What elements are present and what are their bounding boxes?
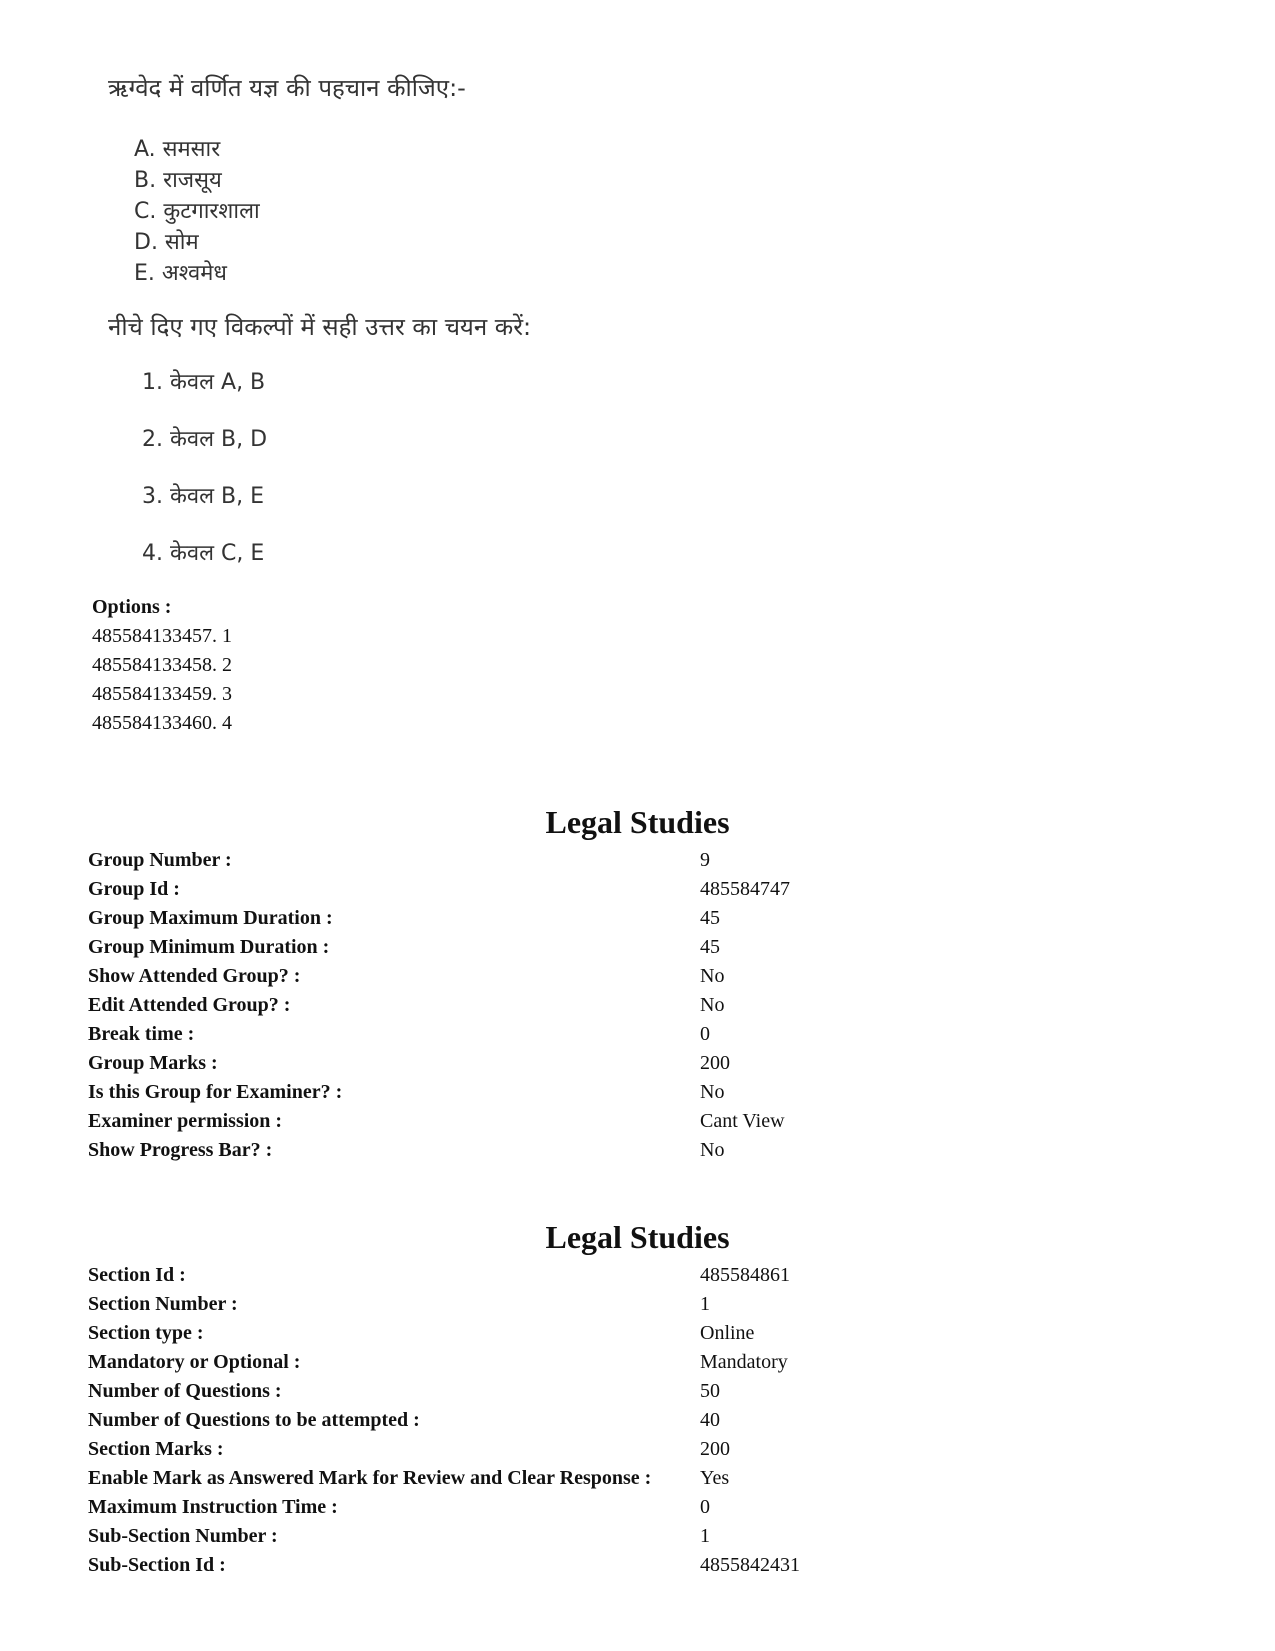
row-value: 40 [700, 1409, 720, 1431]
choice-item: 3. केवल B, E [142, 484, 265, 509]
row-label: Group Maximum Duration : [88, 907, 333, 929]
row-label: Group Marks : [88, 1052, 218, 1074]
row-value: No [700, 1081, 725, 1103]
row-value: Online [700, 1322, 755, 1344]
row-value: 200 [700, 1438, 730, 1460]
table-row [88, 991, 1188, 1020]
row-value: 485584747 [700, 878, 790, 900]
statement-item: B. राजसूय [134, 168, 222, 193]
row-label: Is this Group for Examiner? : [88, 1081, 343, 1103]
row-label: Enable Mark as Answered Mark for Review and Clear Response : [88, 1467, 652, 1489]
statement-list [134, 134, 668, 289]
row-label: Number of Questions to be attempted : [88, 1409, 420, 1431]
row-label: Sub-Section Number : [88, 1525, 278, 1547]
row-value: No [700, 965, 725, 987]
row-label: Group Id : [88, 878, 180, 900]
table-row [88, 1020, 1188, 1049]
choice-item: 4. केवल C, E [142, 541, 265, 566]
row-value: 1 [700, 1525, 710, 1547]
table-row [88, 1522, 1188, 1551]
table-row [88, 1348, 1188, 1377]
group-info-table [88, 846, 1188, 1165]
row-label: Section Number : [88, 1293, 238, 1315]
row-value: 0 [700, 1496, 710, 1518]
row-label: Number of Questions : [88, 1380, 282, 1402]
row-value: Mandatory [700, 1351, 788, 1373]
table-row [88, 1136, 1188, 1165]
option-item: 485584133457. 1 [92, 625, 232, 647]
options-block [92, 593, 232, 738]
statement-item: E. अश्वमेध [134, 261, 227, 286]
table-row [88, 1261, 1188, 1290]
row-value: 45 [700, 907, 720, 929]
row-value: No [700, 994, 725, 1016]
row-label: Examiner permission : [88, 1110, 283, 1132]
row-value: Cant View [700, 1110, 785, 1132]
row-value: 200 [700, 1052, 730, 1074]
question-instruction: नीचे दिए गए विकल्पों में सही उत्तर का चयन करें: [108, 313, 532, 341]
statement-item: D. सोम [134, 230, 199, 255]
row-value: 4855842431 [700, 1554, 800, 1576]
statement-item: A. समसार [134, 137, 221, 162]
table-row [88, 846, 1188, 875]
choice-item: 2. केवल B, D [142, 427, 268, 452]
table-row [88, 875, 1188, 904]
table-row [88, 1435, 1188, 1464]
table-row [88, 1078, 1188, 1107]
row-value: 0 [700, 1023, 710, 1045]
option-item: 485584133458. 2 [92, 654, 232, 676]
row-label: Section Id : [88, 1264, 186, 1286]
section-title: Legal Studies [545, 1219, 730, 1255]
row-value: Yes [700, 1467, 730, 1489]
question-image [108, 72, 668, 595]
table-row [88, 1319, 1188, 1348]
question-stem: ऋग्वेद में वर्णित यज्ञ की पहचान कीजिए:- [108, 74, 466, 102]
row-value: 50 [700, 1380, 720, 1402]
group-title: Legal Studies [545, 804, 730, 840]
row-value: 9 [700, 849, 710, 871]
table-row [88, 962, 1188, 991]
choice-list [142, 367, 668, 570]
row-value: No [700, 1139, 725, 1161]
row-label: Break time : [88, 1023, 195, 1045]
table-row [88, 1107, 1188, 1136]
row-label: Show Progress Bar? : [88, 1139, 273, 1161]
row-value: 485584861 [700, 1264, 790, 1286]
table-row [88, 1493, 1188, 1522]
options-header: Options : [92, 596, 172, 618]
section-info-table [88, 1261, 1188, 1580]
table-row [88, 904, 1188, 933]
table-row [88, 1377, 1188, 1406]
row-value: 1 [700, 1293, 710, 1315]
row-value: 45 [700, 936, 720, 958]
option-item: 485584133460. 4 [92, 712, 232, 734]
row-label: Group Number : [88, 849, 232, 871]
row-label: Edit Attended Group? : [88, 994, 291, 1016]
statement-item: C. कुटगारशाला [134, 199, 260, 224]
choice-item: 1. केवल A, B [142, 370, 266, 395]
row-label: Sub-Section Id : [88, 1554, 226, 1576]
table-row [88, 1551, 1188, 1580]
table-row [88, 1290, 1188, 1319]
table-row [88, 933, 1188, 962]
row-label: Section Marks : [88, 1438, 224, 1460]
row-label: Group Minimum Duration : [88, 936, 330, 958]
table-row [88, 1406, 1188, 1435]
table-row [88, 1464, 1188, 1493]
option-item: 485584133459. 3 [92, 683, 232, 705]
row-label: Section type : [88, 1322, 204, 1344]
row-label: Maximum Instruction Time : [88, 1496, 338, 1518]
table-row [88, 1049, 1188, 1078]
row-label: Mandatory or Optional : [88, 1351, 301, 1373]
row-label: Show Attended Group? : [88, 965, 301, 987]
